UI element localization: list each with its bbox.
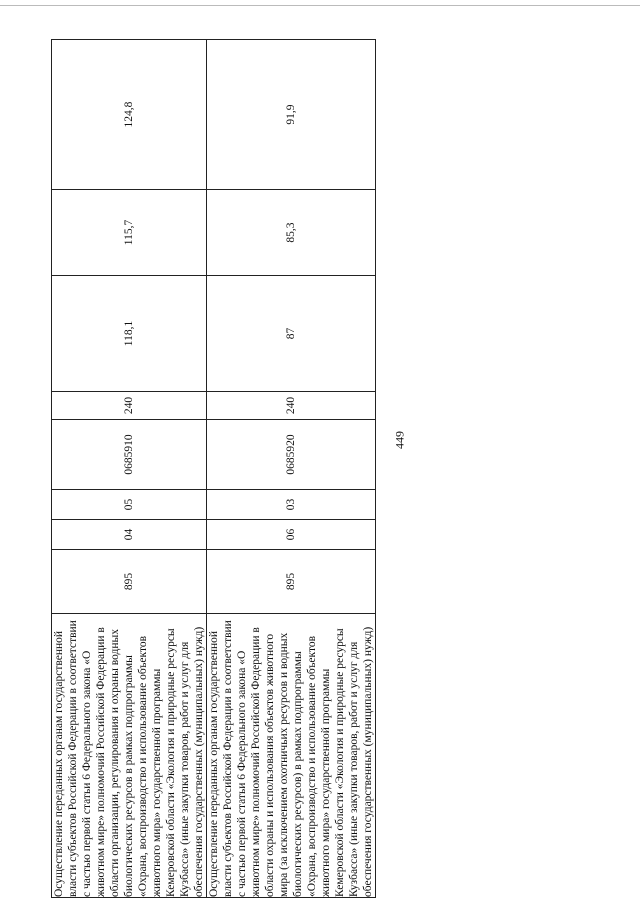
budget-table-container [51,40,375,898]
subsection-code: 05 [52,490,207,520]
ministry-code: 895 [207,550,376,614]
section-code: 06 [207,520,376,550]
page-number: 449 [392,431,407,449]
value-year-2: 115,7 [52,190,207,276]
row-description: Осуществление переданных органам государственной власти субъектов Российской Федерации в соответствии с частью первой статьи 6 Федерального закона «О животном мире» полномочий Российской Федерации в области охраны и использования объектов животного мира (за исключением охотничьих ресурсов и водных биологических ресурсов) в рамках подпрограммы «Охрана, воспроизводство и использование объектов животного мира» государственной программы Кемеровской области «Экология и природные ресурсы Кузбасса» (иные закупки товаров, работ и услуг для обеспечения государственных (муниципальных) нужд) [207,614,376,898]
ministry-code: 895 [52,550,207,614]
value-year-1: 118,1 [52,276,207,392]
expense-type-code: 240 [52,392,207,420]
table-row [52,40,207,898]
table-row [207,40,376,898]
value-year-3: 91,9 [207,40,376,190]
section-code: 04 [52,520,207,550]
value-year-2: 85,3 [207,190,376,276]
expense-type-code: 240 [207,392,376,420]
target-article-code: 0685920 [207,420,376,490]
value-year-1: 87 [207,276,376,392]
scan-edge-line [0,5,640,6]
row-description: Осуществление переданных органам государственной власти субъектов Российской Федерации в соответствии с частью первой статьи 6 Федерального закона «О животном мире» полномочий Российской Федерации в области организации, регулирования и охраны водных биологических ресурсов в рамках подпрограммы «Охрана, воспроизводство и использование объектов животного мира» государственной программы Кемеровской области «Экология и природные ресурсы Кузбасса» (иные закупки товаров, работ и услуг для обеспечения государственных (муниципальных) нужд) [52,614,207,898]
subsection-code: 03 [207,490,376,520]
target-article-code: 0685910 [52,420,207,490]
value-year-3: 124,8 [52,40,207,190]
budget-table [51,39,376,898]
